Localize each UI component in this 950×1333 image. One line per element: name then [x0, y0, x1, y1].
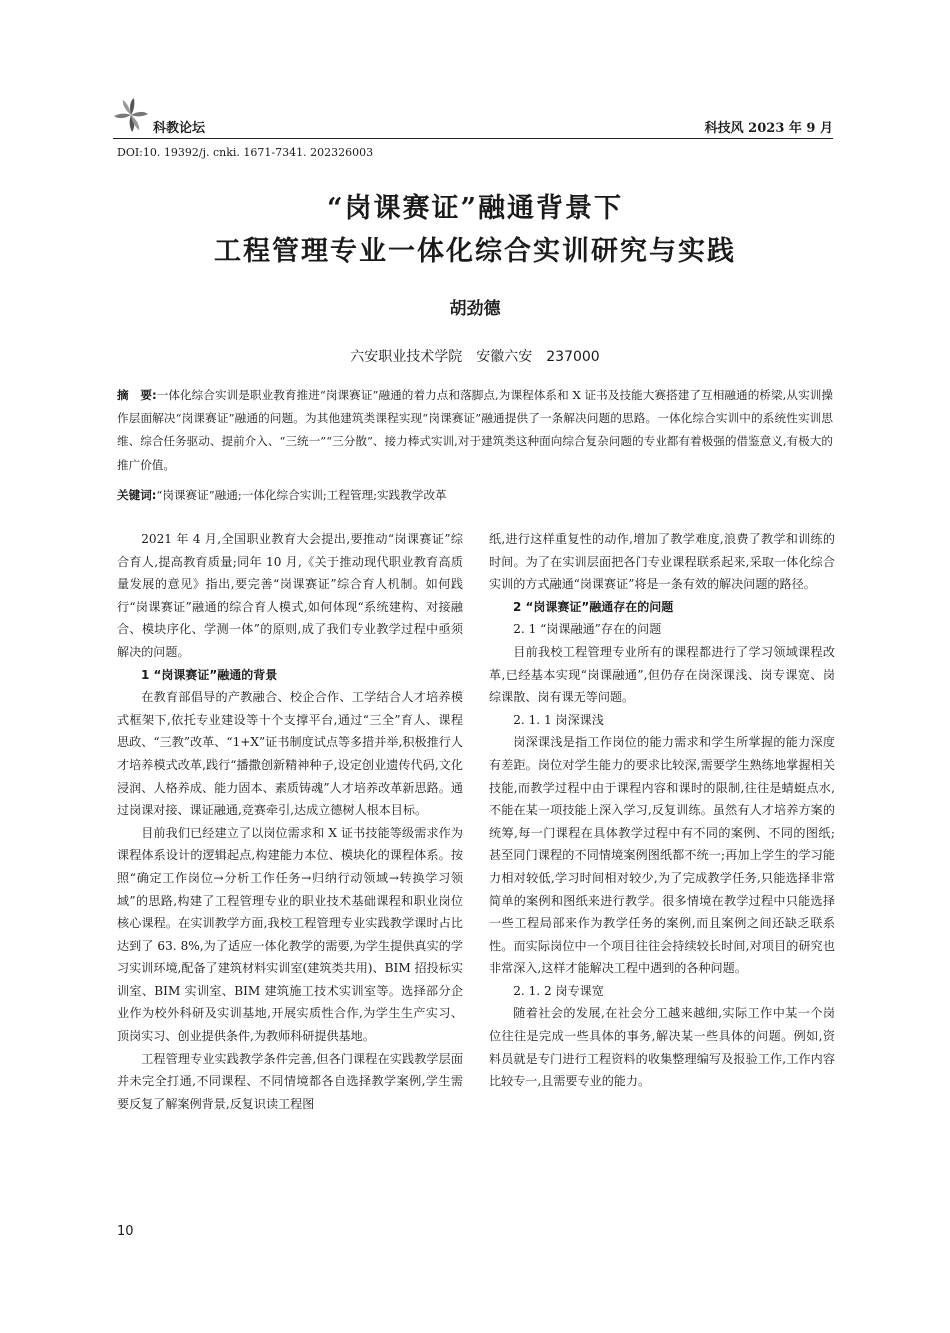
paragraph: 目前我校工程管理专业所有的课程都进行了学习领域课程改革,已经基本实现“岗课融通”,但仍存在岗深课浅、岗专课宽、岗综课散、岗有课无等问题。 — [489, 644, 835, 705]
paragraph: 随着社会的发展,在社会分工越来越细,实际工作中某一个岗位往往是完成一些具体的事务,解决某一些具体的问题。例如,资料员就是专门进行工程资料的收集整理编写及报验工作,工作内容比较专一,且需要专业的能力。 — [489, 1006, 835, 1089]
header-journal-date: 科技风 2023 年 9 月 — [704, 121, 833, 136]
paragraph: 纸,进行这样重复性的动作,增加了教学难度,浪费了教学和训练的时间。为了在实训层面把各门专业课程联系起来,采取一体化综合实训的方式融通“岗课赛证”将是一条有效的解决问题的路径。 — [489, 532, 835, 592]
header-rule — [113, 138, 833, 139]
paper-title-line-1: “岗课赛证”融通背景下 — [326, 193, 624, 224]
paragraph: 在教育部倡导的产教融合、校企合作、工学结合人才培养模式框架下,依托专业建设等十个支撑平台,通过“三全”育人、课程思政、“三教”改革、“1+X”证书制度试点等多措并举,积极推行人才培养模式改革,践行“播撒创新精神种子,设定创业遗传代码,文化浸润、人格养成、能力固本、素质铸魂”人才培养改革新思路。通过岗课对接、课证融通,竞赛牵引,达成立德树人根本目标。 — [117, 690, 463, 818]
subsection-heading-2-1: 2. 1 “岗课融通”存在的问题 — [513, 622, 662, 637]
subsubsection-heading-2-1-1: 2. 1. 1 岗深课浅 — [513, 712, 604, 727]
journal-logo-icon — [113, 97, 149, 133]
abstract — [117, 384, 833, 477]
keywords — [117, 484, 833, 506]
section-heading-1: 1 “岗课赛证”融通的背景 — [141, 667, 278, 682]
paragraph: 2021 年 4 月,全国职业教育大会提出,要推动“岗课赛证”综合育人,提高教育质量;同年 10 月,《关于推动现代职业教育高质量发展的意见》指出,要完善“岗课赛证”综合育人机制。如何践行“岗课赛证”融通的综合育人模式,如何体现“系统建构、对接融合、模块序化、学测一体”的原则,成了我们专业教学过程中亟须解决的问题。 — [117, 532, 463, 659]
author: 胡劲德 — [449, 299, 501, 319]
abstract-text: 一体化综合实训是职业教育推进“岗课赛证”融通的着力点和落脚点,为课程体系和 X 证书及技能大赛搭建了互相融通的桥梁,从实训操作层面解决“岗课赛证”融通的问题。为其他建筑类课程实现“岗课赛证”融通提供了一条解决问题的思路。一体化综合实训中的系统性实训思维、综合任务驱动、提前介入、“三统一”“三分散”、接力棒式实训,对于建筑类这种面向综合复杂问题的专业都有着极强的借鉴意义,有极大的推广价值。 — [117, 388, 833, 472]
paragraph: 岗深课浅是指工作岗位的能力需求和学生所掌握的能力深度有差距。岗位对学生能力的要求比较深,需要学生熟练地掌握相关技能,而教学过程中由于课程内容和课时的限制,往往是蜻蜓点水,不能在某一项技能上深入学习,反复训练。虽然有人才培养方案的统筹,每一门课程在具体教学过程中有不同的案例、不同的图纸;甚至同门课程的不同情境案例图纸都不统一;再加上学生的学习能力相对较低,学习时间相对较少,为了完成教学任务,只能选择非常简单的案例和图纸来进行教学。很多情境在教学过程中只能选择一些工程局部来作为教学任务的案例,而且案例之间还缺乏联系性。而实际岗位中一个项目往往会持续较长时间,对项目的研究也非常深入,这样才能解决工程中遇到的各种问题。 — [489, 735, 835, 976]
section-heading-2: 2 “岗课赛证”融通存在的问题 — [513, 599, 674, 614]
subsubsection-heading-2-1-2: 2. 1. 2 岗专课宽 — [513, 983, 604, 998]
keywords-text: “岗课赛证”融通;一体化综合实训;工程管理;实践教学改革 — [156, 488, 447, 502]
abstract-label: 摘 要: — [117, 388, 157, 402]
doi: DOI:10. 19392/j. cnki. 1671-7341. 202326003 — [117, 146, 374, 159]
header-section: 科教论坛 — [153, 121, 206, 136]
paper-title-line-2: 工程管理专业一体化综合实训研究与实践 — [214, 236, 736, 267]
paragraph: 目前我们已经建立了以岗位需求和 X 证书技能等级需求作为课程体系设计的逻辑起点,构建能力本位、模块化的课程体系。按照“确定工作岗位→分析工作任务→归纳行动领域→转换学习领域”的思路,构建了工程管理专业的职业技术基础课程和职业岗位核心课程。在实训教学方面,我校工程管理专业实践教学课时占比达到了 63. 8%,为了适应一体化教学的需要,为学生提供真实的学习实训环境,配备了建筑材料实训室(建筑类共用)、BIM 招投标实训室、BIM 实训室、BIM 建筑施工技术实训室等。选择部分企业作为校外科研及实训基地,开展实质性合作,为学生生产实习、顶岗实习、创业提供条件,为教师科研提供基地。 — [117, 825, 463, 1044]
keywords-label: 关键词: — [117, 488, 157, 502]
body-column-left — [117, 528, 463, 1115]
page-number: 10 — [117, 1224, 134, 1239]
affiliation: 六安职业技术学院 安徽六安 237000 — [350, 349, 600, 365]
paragraph: 工程管理专业实践教学条件完善,但各门课程在实践教学层面并未完全打通,不同课程、不同情境都各自选择教学案例,学生需要反复了解案例背景,反复识读工程图 — [117, 1051, 463, 1111]
body-column-right — [489, 528, 835, 1093]
